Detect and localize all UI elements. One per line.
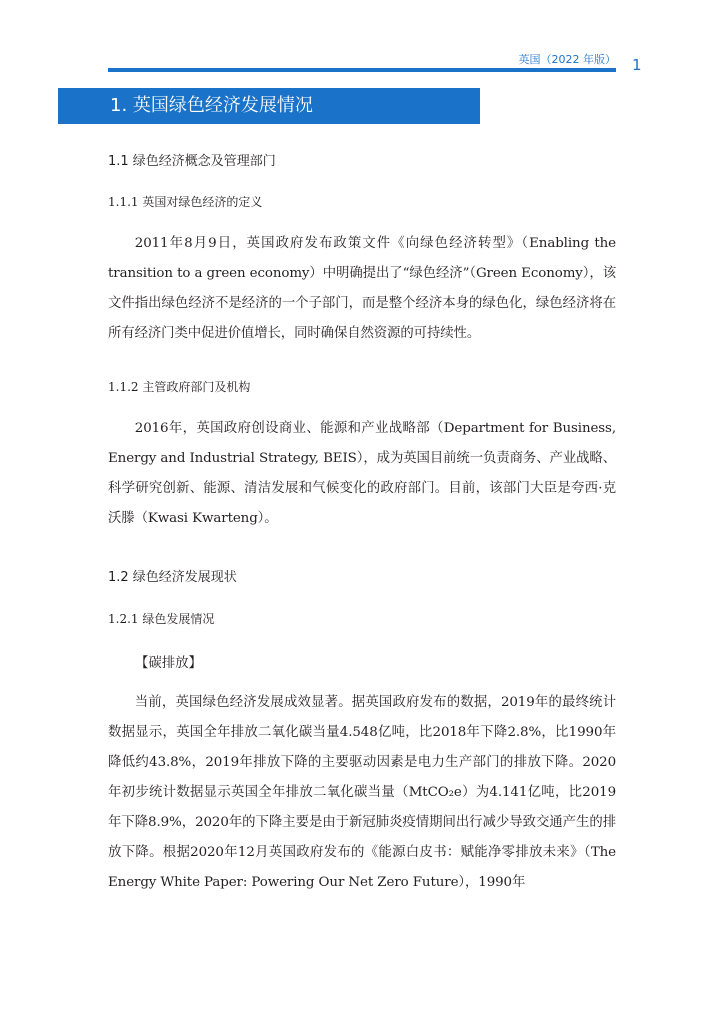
- paragraph-beis: 2016年，英国政府创设商业、能源和产业战略部（Department for Business, Energy and Industrial Strategy, BEIS），成为英国目前统一负责商务、产业战略、科学研究创新、能源、清洁发展和气候变化的政府部门。目前，该部门大臣是夸西·克沃滕（Kwasi Kwarteng）。: [108, 421, 616, 526]
- carbon-emission-tag: 【碳排放】: [135, 656, 202, 671]
- subsection-heading-1-1-2: 1.1.2 主管政府部门及机构: [108, 380, 251, 394]
- subsection-heading-1-1-1: 1.1.1 英国对绿色经济的定义: [108, 195, 263, 209]
- section-heading-1-2: 1.2 绿色经济发展现状: [108, 570, 237, 585]
- section-heading-1-1: 1.1 绿色经济概念及管理部门: [108, 154, 276, 169]
- chapter-title: 1. 英国绿色经济发展情况: [58, 88, 480, 124]
- paragraph-green-economy-definition: 2011年8月9日，英国政府发布政策文件《向绿色经济转型》（Enabling the transition to a green economy）中明确提出了“绿色经济”（Green Economy），该文件指出绿色经济不是经济的一个子部门，而是整个经济本身的绿色化，绿色经济将在所有经济门类中促进价值增长，同时确保自然资源的可持续性。: [108, 236, 616, 341]
- subsection-heading-1-2-1: 1.2.1 绿色发展情况: [108, 612, 215, 626]
- header-rule: [108, 68, 616, 72]
- paragraph-carbon-emission: 当前，英国绿色经济发展成效显著。据英国政府发布的数据，2019年的最终统计数据显示，英国全年排放二氧化碳当量4.548亿吨，比2018年下降2.8%，比1990年降低约43.8%，2019年排放下降的主要驱动因素是电力生产部门的排放下降。2020年初步统计数据显示英国全年排放二氧化碳当量（MtCO₂e）为4.141亿吨，比2019年下降8.9%，2020年的下降主要是由于新冠肺炎疫情期间出行减少导致交通产生的排放下降。根据2020年12月英国政府发布的《能源白皮书：赋能净零排放未来》（The Energy White Paper: Powering Our Net Zero Future），1990年: [108, 695, 616, 890]
- header-label: 英国（2022 年版）: [518, 53, 616, 66]
- page-number: 1: [632, 56, 642, 74]
